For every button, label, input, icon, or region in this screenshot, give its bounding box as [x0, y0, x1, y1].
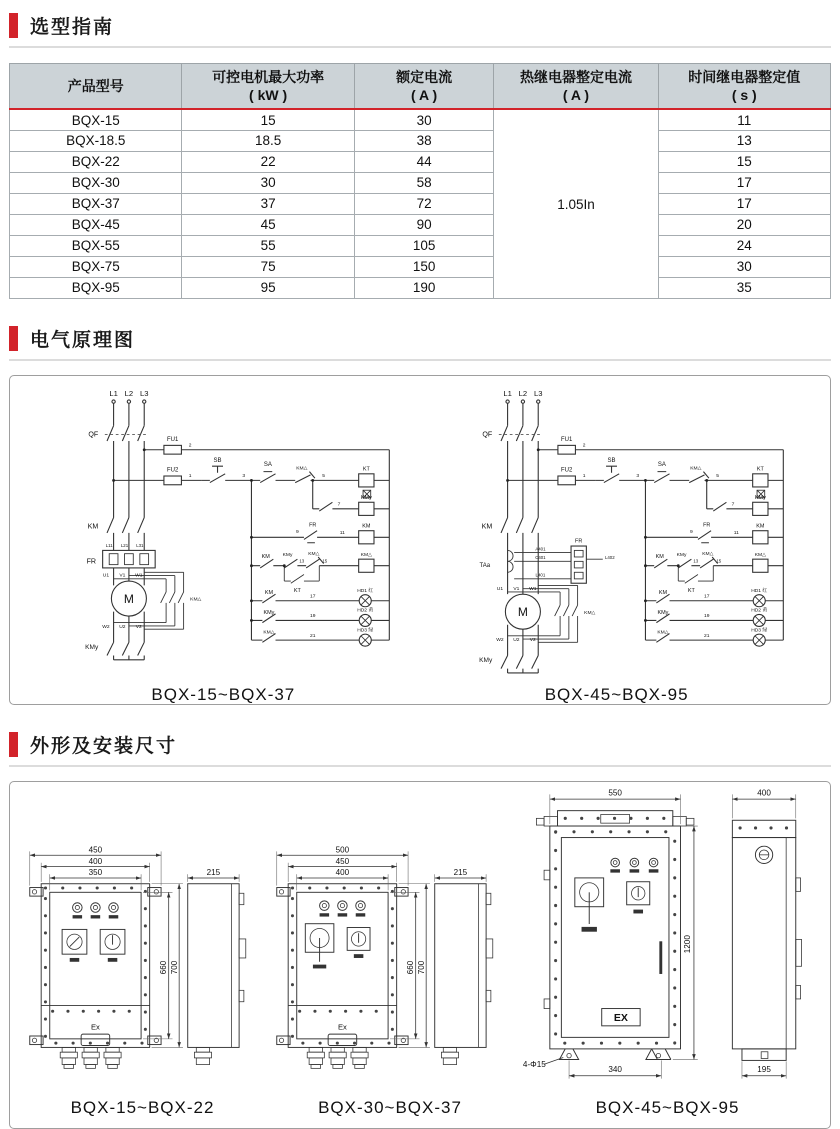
svg-label: 2: [582, 443, 586, 449]
table-cell: BQX-15: [10, 109, 182, 130]
table-cell: 58: [354, 172, 494, 193]
svg-label: 340: [607, 1064, 622, 1074]
svg-label: 13: [299, 558, 305, 564]
drawing-figure-1: [24, 800, 262, 1118]
svg-label: KM△: [701, 551, 714, 557]
table-cell: BQX-18.5: [10, 130, 182, 151]
table-row: [10, 109, 831, 130]
drawing-1-labels: [88, 845, 220, 1031]
svg-label: L3: [533, 389, 543, 399]
svg-label: KMy: [754, 494, 766, 501]
schematic-figure-right: [431, 386, 803, 705]
svg-label: 700: [417, 960, 427, 975]
svg-label: 3: [242, 473, 246, 479]
table-cell: BQX-95: [10, 277, 182, 298]
svg-label: KM△: [754, 552, 766, 558]
svg-label: KMy: [361, 494, 373, 501]
svg-label: FR: [309, 522, 317, 529]
schematic-caption-right: BQX-45~BQX-95: [544, 684, 689, 704]
svg-label: 21: [703, 633, 710, 639]
svg-label: KM: [481, 522, 492, 531]
svg-label: L2: [124, 389, 134, 399]
svg-label: V2: [136, 624, 143, 630]
section-title-schematic: 电气原理图: [30, 329, 136, 351]
svg-label: 400: [756, 788, 771, 798]
table-cell: 17: [658, 193, 830, 214]
svg-label: L31: [136, 543, 144, 549]
schematic-left-labels: [86, 389, 375, 651]
svg-label: 15: [322, 558, 328, 564]
svg-label: KT: [756, 466, 764, 473]
svg-label: FR: [86, 557, 97, 566]
table-cell: 75: [182, 256, 354, 277]
table-cell: 24: [658, 235, 830, 256]
red-accent-bar: [9, 732, 18, 757]
svg-label: Ex: [337, 1022, 347, 1032]
svg-label: W1: [135, 573, 143, 579]
svg-label: KMy: [263, 609, 275, 616]
svg-label: 11: [340, 530, 346, 536]
table-cell: 55: [182, 235, 354, 256]
svg-label: QF: [482, 430, 492, 439]
svg-label: 3: [636, 473, 639, 479]
svg-label: 500: [335, 845, 350, 855]
svg-label: FR: [574, 538, 583, 545]
section-title-selection: 选型指南: [30, 17, 115, 38]
svg-label: L2: [518, 389, 527, 399]
table-header-row: [10, 64, 831, 110]
red-accent-bar: [9, 326, 18, 351]
table-row: [10, 193, 831, 214]
drawing-caption-1: BQX-15~BQX-22: [70, 1097, 215, 1117]
svg-label: HD2 黄: [750, 608, 767, 614]
svg-label: L1: [109, 389, 119, 399]
drawing-figure-3: [519, 778, 817, 1118]
svg-label: FU2: [560, 467, 572, 474]
drawing-2-labels: [336, 845, 468, 1031]
svg-label: 660: [405, 960, 415, 975]
svg-label: L1: [502, 389, 512, 399]
column-header: 可控电机最大功率 ( kW ): [182, 64, 354, 110]
svg-label: W2: [495, 638, 504, 644]
outline-drawing-3: [519, 778, 817, 1095]
svg-label: KM△: [657, 630, 669, 636]
svg-label: 450: [88, 845, 102, 855]
svg-label: Ex: [90, 1022, 100, 1032]
svg-label: 215: [453, 868, 468, 878]
svg-label: 215: [206, 868, 220, 878]
section-title-dimensions: 外形及安装尺寸: [30, 735, 178, 757]
svg-label: 400: [335, 868, 350, 878]
svg-label: V1: [512, 586, 520, 592]
svg-label: 9: [296, 529, 300, 535]
schematic-figure-left: [37, 386, 409, 705]
merged-cell-thermal-setting: 1.05In: [494, 109, 658, 298]
svg-label: A401: [534, 546, 546, 552]
svg-label: TAa: [479, 562, 490, 569]
table-cell: 90: [354, 214, 494, 235]
svg-label: KT: [363, 466, 371, 473]
svg-label: KM△: [361, 552, 373, 558]
schematic-panel: [9, 375, 831, 705]
table-cell: 11: [658, 109, 830, 130]
table-row: [10, 151, 831, 172]
svg-label: 7: [337, 502, 341, 508]
svg-label: 550: [607, 788, 622, 798]
table-cell: 20: [658, 214, 830, 235]
table-body: [10, 109, 831, 298]
column-header: 额定电流 ( A ): [354, 64, 494, 110]
svg-label: W2: [102, 624, 110, 630]
table-cell: 44: [354, 151, 494, 172]
svg-label: 21: [310, 633, 316, 639]
table-cell: 30: [658, 256, 830, 277]
svg-label: SA: [264, 462, 273, 469]
column-header: 时间继电器整定值 ( s ): [658, 64, 830, 110]
table-cell: 45: [182, 214, 354, 235]
table-cell: 190: [354, 277, 494, 298]
svg-label: 7: [731, 502, 734, 508]
table-cell: BQX-30: [10, 172, 182, 193]
svg-label: SB: [213, 457, 222, 464]
svg-label: HD2 黄: [357, 608, 374, 614]
svg-label: HD1 红: [750, 588, 767, 594]
table-cell: 38: [354, 130, 494, 151]
circuit-diagram-right: [431, 386, 803, 682]
svg-label: 660: [158, 960, 168, 975]
svg-label: 1: [582, 473, 586, 479]
svg-label: U1: [496, 586, 503, 592]
svg-label: 5: [715, 473, 719, 479]
table-cell: 17: [658, 172, 830, 193]
svg-label: 17: [703, 594, 710, 600]
svg-label: C401: [534, 555, 546, 561]
svg-label: KMy: [282, 552, 293, 558]
table-head: [10, 64, 831, 110]
table-row: [10, 172, 831, 193]
svg-label: L11: [106, 543, 114, 549]
svg-label: 11: [733, 530, 739, 536]
svg-label: SA: [657, 462, 666, 469]
table-row: [10, 235, 831, 256]
svg-label: 1: [189, 473, 192, 479]
svg-label: 350: [88, 868, 102, 878]
svg-label: FU1: [560, 436, 572, 443]
svg-label: KT: [687, 587, 695, 594]
svg-label: M: [124, 591, 135, 606]
svg-label: KM△: [689, 466, 702, 472]
table-cell: BQX-22: [10, 151, 182, 172]
svg-label: V2: [529, 638, 536, 644]
svg-label: EX: [613, 1011, 628, 1024]
svg-label: QF: [88, 430, 99, 439]
svg-label: KM: [755, 523, 765, 530]
drawing-caption-2: BQX-30~BQX-37: [318, 1097, 462, 1117]
svg-label: KM△: [296, 466, 308, 472]
table-cell: 15: [182, 109, 354, 130]
svg-label: 450: [335, 856, 350, 866]
svg-label: KT: [294, 587, 302, 594]
table-row: [10, 214, 831, 235]
table-cell: 105: [354, 235, 494, 256]
svg-label: FU1: [167, 436, 179, 443]
svg-label: 9: [689, 529, 693, 535]
schematic-caption-left: BQX-15~BQX-37: [151, 684, 296, 704]
svg-label: HD1 红: [357, 588, 374, 594]
svg-label: KMy: [478, 656, 492, 664]
drawing-caption-3: BQX-45~BQX-95: [595, 1097, 740, 1117]
table-row: [10, 277, 831, 298]
schematic-right-labels: [479, 389, 768, 664]
svg-label: KM: [655, 553, 664, 560]
svg-label: KMy: [85, 643, 99, 651]
svg-label: 1200: [682, 934, 692, 954]
column-header: 产品型号: [10, 64, 182, 110]
table-cell: 30: [182, 172, 354, 193]
svg-label: SB: [607, 457, 616, 464]
table-cell: 72: [354, 193, 494, 214]
table-cell: 13: [658, 130, 830, 151]
svg-label: 700: [169, 960, 179, 975]
table-cell: 95: [182, 277, 354, 298]
svg-label: U1: [103, 573, 110, 579]
svg-label: KM: [87, 522, 99, 531]
svg-label: KM△: [263, 630, 275, 636]
column-header: 热继电器整定电流 ( A ): [494, 64, 658, 110]
svg-label: U2: [119, 624, 126, 630]
table-cell: 30: [354, 109, 494, 130]
svg-label: L21: [121, 543, 129, 549]
drawing-figure-2: [271, 800, 509, 1118]
table-cell: 35: [658, 277, 830, 298]
svg-label: 400: [88, 856, 102, 866]
svg-label: V1: [119, 573, 126, 579]
table-cell: 18.5: [182, 130, 354, 151]
table-cell: BQX-45: [10, 214, 182, 235]
svg-label: FR: [702, 522, 711, 529]
outline-drawing-2: [271, 800, 509, 1095]
table-cell: BQX-55: [10, 235, 182, 256]
svg-label: KM△: [583, 610, 595, 616]
svg-label: L3: [140, 389, 149, 399]
svg-label: KMy: [676, 552, 687, 558]
svg-label: KM: [265, 590, 274, 597]
section-header-schematic: [9, 321, 831, 361]
svg-label: 5: [322, 473, 326, 479]
svg-label: KM: [658, 590, 667, 597]
svg-label: KM△: [190, 597, 202, 603]
circuit-diagram-left: [37, 386, 409, 682]
table-cell: 150: [354, 256, 494, 277]
section-header-selection: [9, 8, 831, 48]
svg-label: FU2: [167, 467, 179, 474]
svg-label: 13: [693, 558, 698, 564]
dimensions-panel: [9, 781, 831, 1129]
svg-label: KM: [362, 523, 371, 530]
svg-label: 195: [756, 1064, 771, 1074]
svg-label: L401: [535, 572, 545, 578]
red-accent-bar: [9, 13, 18, 38]
svg-label: 19: [310, 614, 316, 620]
svg-label: 19: [703, 614, 710, 620]
svg-label: 4-Φ15: [522, 1060, 546, 1070]
svg-label: U2: [512, 638, 520, 644]
table-cell: 22: [182, 151, 354, 172]
svg-label: KM: [261, 553, 271, 560]
table-row: [10, 130, 831, 151]
selection-guide-table: [9, 63, 831, 299]
svg-label: 2: [189, 443, 192, 449]
svg-label: 15: [715, 558, 721, 564]
svg-label: M: [517, 604, 528, 619]
table-cell: 15: [658, 151, 830, 172]
svg-label: KMy: [657, 609, 669, 616]
svg-label: W1: [528, 586, 537, 592]
table-cell: BQX-37: [10, 193, 182, 214]
outline-drawing-1: [24, 800, 262, 1095]
svg-label: 17: [310, 594, 316, 600]
table-cell: BQX-75: [10, 256, 182, 277]
svg-label: KM△: [308, 551, 320, 557]
svg-label: L402: [604, 555, 615, 561]
svg-label: HD3 绿: [357, 628, 374, 634]
svg-label: HD3 绿: [750, 628, 767, 634]
table-cell: 37: [182, 193, 354, 214]
section-header-dimensions: [9, 727, 831, 767]
table-row: [10, 256, 831, 277]
